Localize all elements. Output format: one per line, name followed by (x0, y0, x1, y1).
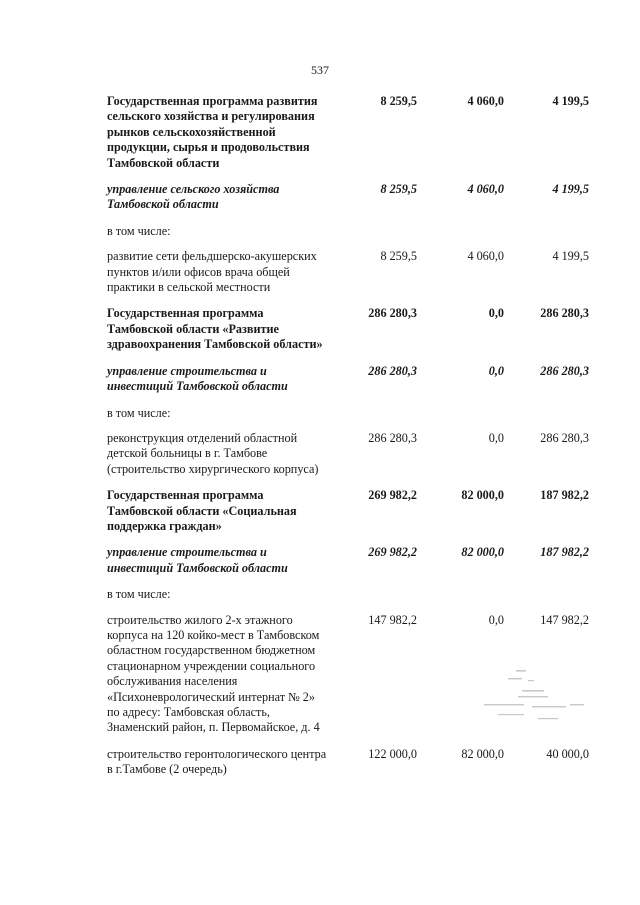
row-value-year-2: 187 982,2 (540, 488, 589, 503)
row-value-year-1: 0,0 (488, 306, 504, 321)
table-row (107, 406, 589, 421)
faint-stamp-mark (478, 668, 588, 728)
table-row (107, 94, 589, 171)
row-value-year-1: 4 060,0 (467, 182, 504, 197)
row-value-total: 8 259,5 (380, 249, 417, 264)
row-value-year-2: 4 199,5 (552, 182, 589, 197)
row-label: в том числе: (107, 405, 171, 420)
row-value-year-2: 286 280,3 (540, 363, 589, 378)
row-value-total: 8 259,5 (380, 94, 417, 108)
row-value-total: 147 982,2 (368, 612, 417, 627)
row-label: Государственная программа Тамбовской области «Социальная поддержка граждан» (107, 488, 297, 533)
row-value-total: 286 280,3 (368, 363, 417, 378)
table-row (107, 747, 589, 778)
row-value-year-2: 4 199,5 (552, 94, 589, 108)
table-row (107, 249, 589, 295)
table-row (107, 224, 589, 239)
row-value-year-1: 4 060,0 (467, 94, 504, 108)
row-value-year-1: 82 000,0 (461, 488, 504, 503)
table-row (107, 306, 589, 352)
row-label: строительство геронтологического центра в г.Тамбове (2 очередь) (107, 746, 327, 777)
row-value-year-2: 286 280,3 (540, 430, 589, 445)
row-value-year-2: 4 199,5 (552, 249, 589, 264)
row-value-year-1: 82 000,0 (461, 545, 504, 560)
row-value-year-1: 4 060,0 (467, 249, 504, 264)
row-value-total: 286 280,3 (368, 430, 417, 445)
table-row (107, 182, 589, 213)
row-value-total: 286 280,3 (368, 306, 417, 321)
row-label: в том числе: (107, 587, 171, 602)
row-label: Государственная программа Тамбовской области «Развитие здравоохранения Тамбовской области» (107, 306, 323, 352)
row-value-total: 269 982,2 (368, 545, 417, 560)
table-row (107, 431, 589, 477)
row-label: управление строительства и инвестиций Тамбовской области (107, 545, 288, 575)
row-label: в том числе: (107, 223, 171, 238)
row-label: Государственная программа развития сельского хозяйства и регулирования рынков сельскохозяйственной продукции, сырья и продовольствия Тамбовской области (107, 94, 318, 170)
row-value-total: 8 259,5 (380, 182, 417, 197)
row-value-year-2: 187 982,2 (540, 545, 589, 560)
table-row (107, 488, 589, 534)
table-row (107, 587, 589, 602)
row-value-year-1: 0,0 (488, 430, 504, 445)
row-label: строительство жилого 2-х этажного корпуса на 120 койко-мест в Тамбовском областном государственном бюджетном стационарном учреждении социального обслуживания населения «Психоневрологический интернат № 2» по адресу: Тамбовская область, Знаменский район, п. Первомайское, д. 4 (107, 612, 320, 735)
row-value-year-2: 286 280,3 (540, 306, 589, 321)
page-number: 537 (311, 63, 329, 77)
row-label: развитие сети фельдшерско-акушерских пунктов и/или офисов врача общей практики в сельской местности (107, 249, 317, 295)
row-value-year-2: 40 000,0 (546, 746, 589, 761)
row-value-year-1: 82 000,0 (461, 746, 504, 761)
row-label: реконструкция отделений областной детской больницы в г. Тамбове (строительство хирургического корпуса) (107, 430, 319, 476)
row-label: управление сельского хозяйства Тамбовской области (107, 182, 280, 212)
table-row (107, 545, 589, 576)
row-value-year-2: 147 982,2 (540, 612, 589, 627)
row-value-year-1: 0,0 (488, 612, 504, 627)
row-value-year-1: 0,0 (488, 363, 504, 378)
row-label: управление строительства и инвестиций Тамбовской области (107, 363, 288, 394)
table-row (107, 364, 589, 395)
row-value-total: 269 982,2 (368, 488, 417, 503)
row-value-total: 122 000,0 (368, 746, 417, 761)
